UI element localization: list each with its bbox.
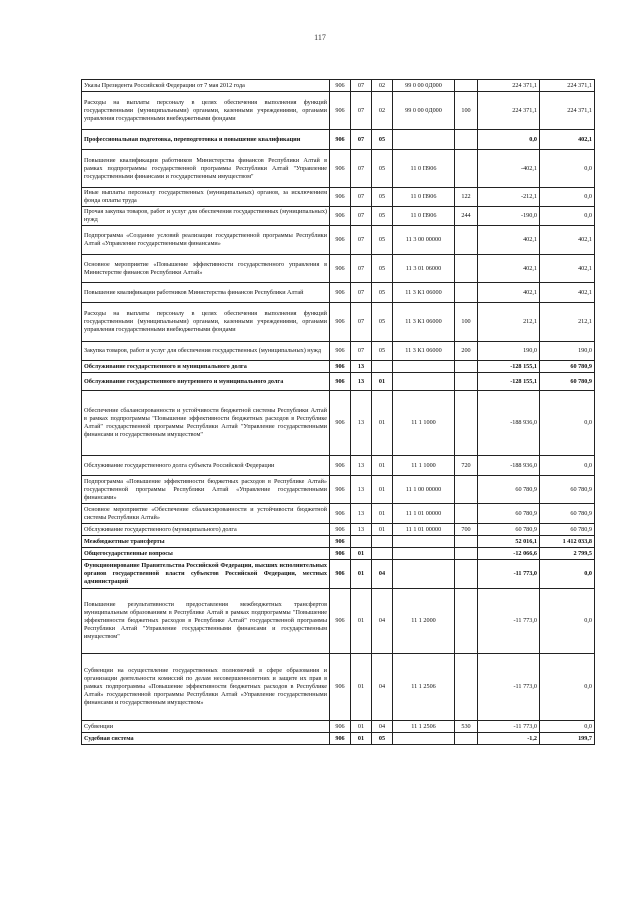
table-row xyxy=(82,504,595,524)
cell-pr: 05 xyxy=(372,130,393,150)
cell-ved: 906 xyxy=(330,504,351,524)
cell-sum-1: 0,0 xyxy=(478,130,540,150)
table-row xyxy=(82,150,595,188)
cell-csr: 11 1 2506 xyxy=(393,721,455,733)
cell-sum-1: -402,1 xyxy=(478,150,540,188)
cell-csr: 11 1 1000 xyxy=(393,456,455,476)
cell-sum-1: -212,1 xyxy=(478,188,540,207)
cell-pr xyxy=(372,536,393,548)
cell-name: Расходы на выплаты персоналу в целях обеспечения выполнения функций государственными (муниципальными) органами, казенными учреждениями, органами управления государственными внебюджетными фондами xyxy=(82,92,330,130)
cell-name: Обслуживание государственного внутреннего и муниципального долга xyxy=(82,373,330,391)
cell-sum-2: 0,0 xyxy=(540,654,595,721)
cell-rz: 13 xyxy=(351,373,372,391)
cell-vr: 100 xyxy=(455,92,478,130)
cell-rz: 07 xyxy=(351,80,372,92)
cell-name: Обслуживание государственного (муниципального) долга xyxy=(82,524,330,536)
cell-sum-1: 402,1 xyxy=(478,226,540,255)
cell-vr xyxy=(455,654,478,721)
cell-name: Обслуживание государственного долга субъекта Российской Федерации xyxy=(82,456,330,476)
cell-pr: 05 xyxy=(372,255,393,283)
cell-csr xyxy=(393,548,455,560)
table-row xyxy=(82,207,595,226)
cell-rz: 01 xyxy=(351,548,372,560)
cell-pr: 05 xyxy=(372,226,393,255)
table-row xyxy=(82,733,595,745)
cell-rz: 01 xyxy=(351,560,372,589)
cell-pr: 01 xyxy=(372,476,393,504)
cell-rz: 13 xyxy=(351,476,372,504)
cell-sum-2: 60 780,9 xyxy=(540,361,595,373)
cell-name: Обслуживание государственного и муниципального долга xyxy=(82,361,330,373)
cell-csr xyxy=(393,130,455,150)
cell-sum-1: -1,2 xyxy=(478,733,540,745)
cell-sum-1: 60 780,9 xyxy=(478,504,540,524)
cell-name: Субвенции xyxy=(82,721,330,733)
cell-rz: 07 xyxy=(351,303,372,342)
cell-sum-2: 0,0 xyxy=(540,560,595,589)
cell-csr: 11 0 П906 xyxy=(393,188,455,207)
cell-csr xyxy=(393,361,455,373)
cell-ved: 906 xyxy=(330,150,351,188)
cell-csr: 11 3 К1 06000 xyxy=(393,283,455,303)
cell-ved: 906 xyxy=(330,548,351,560)
cell-ved: 906 xyxy=(330,654,351,721)
cell-sum-1: 402,1 xyxy=(478,283,540,303)
table-row xyxy=(82,92,595,130)
cell-vr: 200 xyxy=(455,342,478,361)
cell-ved: 906 xyxy=(330,255,351,283)
table-row xyxy=(82,654,595,721)
cell-rz: 01 xyxy=(351,654,372,721)
cell-csr xyxy=(393,733,455,745)
table-row xyxy=(82,536,595,548)
cell-rz: 01 xyxy=(351,589,372,654)
cell-sum-1: 60 780,9 xyxy=(478,476,540,504)
cell-vr xyxy=(455,150,478,188)
cell-pr xyxy=(372,548,393,560)
cell-vr xyxy=(455,548,478,560)
cell-pr xyxy=(372,361,393,373)
cell-pr: 01 xyxy=(372,391,393,456)
cell-sum-2: 60 780,9 xyxy=(540,373,595,391)
cell-rz: 01 xyxy=(351,721,372,733)
cell-csr: 11 3 К1 06000 xyxy=(393,342,455,361)
cell-sum-2: 224 371,1 xyxy=(540,80,595,92)
cell-sum-2: 402,1 xyxy=(540,130,595,150)
cell-vr: 100 xyxy=(455,303,478,342)
cell-rz: 07 xyxy=(351,150,372,188)
cell-sum-2: 0,0 xyxy=(540,456,595,476)
cell-csr xyxy=(393,536,455,548)
cell-sum-1: -188 936,0 xyxy=(478,456,540,476)
cell-vr: 700 xyxy=(455,524,478,536)
cell-name: Иные выплаты персоналу государственных (муниципальных) органов, за исключением фонда оплаты труда xyxy=(82,188,330,207)
cell-csr: 11 1 01 00000 xyxy=(393,504,455,524)
cell-vr xyxy=(455,361,478,373)
cell-ved: 906 xyxy=(330,188,351,207)
cell-sum-1: -12 066,6 xyxy=(478,548,540,560)
cell-sum-2: 0,0 xyxy=(540,589,595,654)
cell-rz: 07 xyxy=(351,188,372,207)
cell-sum-2: 402,1 xyxy=(540,283,595,303)
cell-csr: 11 3 00 00000 xyxy=(393,226,455,255)
cell-rz xyxy=(351,536,372,548)
cell-csr: 11 1 2506 xyxy=(393,654,455,721)
cell-vr xyxy=(455,373,478,391)
cell-vr xyxy=(455,226,478,255)
cell-pr: 01 xyxy=(372,373,393,391)
cell-rz: 13 xyxy=(351,504,372,524)
cell-vr: 530 xyxy=(455,721,478,733)
cell-ved: 906 xyxy=(330,92,351,130)
cell-name: Профессиональная подготовка, переподготовка и повышение квалификации xyxy=(82,130,330,150)
cell-vr: 720 xyxy=(455,456,478,476)
cell-name: Повышение квалификации работников Министерства финансов Республики Алтай xyxy=(82,283,330,303)
cell-rz: 13 xyxy=(351,361,372,373)
cell-rz: 07 xyxy=(351,92,372,130)
cell-name: Повышение результативности предоставления межбюджетных трансфертов муниципальным образованиям в Республике Алтай в рамках подпрограммы "Повышение эффективности бюджетных расходов в Республике Алтай" государственной программы Республики Алтай "Управление государственными финансами и государственным имуществом" xyxy=(82,589,330,654)
cell-sum-2: 212,1 xyxy=(540,303,595,342)
cell-rz: 07 xyxy=(351,342,372,361)
cell-sum-1: 224 371,1 xyxy=(478,80,540,92)
cell-csr: 11 0 П906 xyxy=(393,207,455,226)
cell-rz: 07 xyxy=(351,130,372,150)
cell-sum-1: -11 773,0 xyxy=(478,654,540,721)
cell-pr: 02 xyxy=(372,92,393,130)
cell-vr xyxy=(455,80,478,92)
table-row xyxy=(82,560,595,589)
cell-pr: 05 xyxy=(372,188,393,207)
cell-name: Судебная система xyxy=(82,733,330,745)
cell-pr: 05 xyxy=(372,303,393,342)
cell-sum-2: 0,0 xyxy=(540,150,595,188)
table-row xyxy=(82,342,595,361)
cell-vr xyxy=(455,536,478,548)
cell-ved: 906 xyxy=(330,733,351,745)
table-row xyxy=(82,589,595,654)
table-row xyxy=(82,476,595,504)
cell-rz: 13 xyxy=(351,391,372,456)
cell-sum-1: 52 016,1 xyxy=(478,536,540,548)
cell-rz: 07 xyxy=(351,255,372,283)
cell-csr: 11 1 1000 xyxy=(393,391,455,456)
cell-vr xyxy=(455,476,478,504)
cell-ved: 906 xyxy=(330,456,351,476)
cell-name: Межбюджетные трансферты xyxy=(82,536,330,548)
cell-rz: 07 xyxy=(351,207,372,226)
cell-csr: 11 3 К1 06000 xyxy=(393,303,455,342)
cell-vr xyxy=(455,391,478,456)
cell-ved: 906 xyxy=(330,391,351,456)
table-row xyxy=(82,456,595,476)
cell-ved: 906 xyxy=(330,476,351,504)
cell-pr: 04 xyxy=(372,654,393,721)
cell-name: Основное мероприятие «Повышение эффективности государственного управления в Министерстве финансов Республики Алтай» xyxy=(82,255,330,283)
cell-name: Обеспечение сбалансированности и устойчивости бюджетной системы Республики Алтай в рамках подпрограммы "Повышение эффективности бюджетных расходов в Республике Алтай" государственной программы Республики Алтай "Управление государственными финансами и государственным имуществом" xyxy=(82,391,330,456)
cell-ved: 906 xyxy=(330,721,351,733)
page-number: 117 xyxy=(314,33,326,42)
cell-name: Прочая закупка товаров, работ и услуг для обеспечения государственных (муниципальных) нужд xyxy=(82,207,330,226)
cell-ved: 906 xyxy=(330,361,351,373)
table-row xyxy=(82,303,595,342)
cell-sum-2: 0,0 xyxy=(540,207,595,226)
cell-rz: 13 xyxy=(351,524,372,536)
cell-sum-1: -128 155,1 xyxy=(478,361,540,373)
cell-sum-1: 402,1 xyxy=(478,255,540,283)
cell-name: Повышение квалификации работников Министерства финансов Республики Алтай в рамках подпрограммы государственной программы Республики Алтай "Управление государственными финансами и государственным имуществом" xyxy=(82,150,330,188)
table-row xyxy=(82,721,595,733)
cell-ved: 906 xyxy=(330,589,351,654)
cell-ved: 906 xyxy=(330,130,351,150)
cell-vr xyxy=(455,733,478,745)
cell-sum-1: -11 773,0 xyxy=(478,589,540,654)
cell-vr: 122 xyxy=(455,188,478,207)
cell-name: Субвенции на осуществление государственных полномочий в сфере образования и организации деятельности комиссий по делам несовершеннолетних и защите их прав в рамках подпрограммы «Повышение эффективности бюджетных расходов в Республике Алтай» государственной программы Республики Алтай «Управление государственными финансами и государственным имуществом» xyxy=(82,654,330,721)
cell-pr: 04 xyxy=(372,560,393,589)
cell-csr: 11 1 2000 xyxy=(393,589,455,654)
cell-sum-1: -190,0 xyxy=(478,207,540,226)
cell-sum-2: 60 780,9 xyxy=(540,476,595,504)
cell-vr xyxy=(455,504,478,524)
cell-pr: 05 xyxy=(372,342,393,361)
cell-vr xyxy=(455,560,478,589)
cell-name: Подпрограмма «Повышение эффективности бюджетных расходов в Республике Алтай» государственной программы Республики Алтай «Управление государственными финансами» xyxy=(82,476,330,504)
cell-sum-2: 0,0 xyxy=(540,188,595,207)
cell-sum-1: 190,0 xyxy=(478,342,540,361)
cell-pr: 01 xyxy=(372,456,393,476)
cell-rz: 13 xyxy=(351,456,372,476)
cell-sum-1: 212,1 xyxy=(478,303,540,342)
cell-sum-2: 402,1 xyxy=(540,255,595,283)
cell-sum-2: 190,0 xyxy=(540,342,595,361)
cell-csr: 11 3 01 06000 xyxy=(393,255,455,283)
table-row xyxy=(82,255,595,283)
cell-ved: 906 xyxy=(330,560,351,589)
cell-pr: 05 xyxy=(372,733,393,745)
cell-pr: 01 xyxy=(372,524,393,536)
table-row xyxy=(82,373,595,391)
cell-csr: 99 0 00 0Д000 xyxy=(393,92,455,130)
cell-name: Подпрограмма «Создание условий реализации государственной программы Республики Алтай «Управление государственными финансами» xyxy=(82,226,330,255)
cell-name: Основное мероприятие «Обеспечение сбалансированности и устойчивости бюджетной системы Республики Алтай» xyxy=(82,504,330,524)
cell-pr: 05 xyxy=(372,150,393,188)
budget-table xyxy=(81,79,595,745)
table-row xyxy=(82,391,595,456)
cell-ved: 906 xyxy=(330,226,351,255)
cell-ved: 906 xyxy=(330,207,351,226)
table-row xyxy=(82,361,595,373)
cell-ved: 906 xyxy=(330,524,351,536)
cell-pr: 01 xyxy=(372,504,393,524)
cell-sum-1: -128 155,1 xyxy=(478,373,540,391)
cell-sum-2: 224 371,1 xyxy=(540,92,595,130)
table-row xyxy=(82,188,595,207)
cell-csr: 11 0 П906 xyxy=(393,150,455,188)
cell-rz: 01 xyxy=(351,733,372,745)
cell-vr xyxy=(455,283,478,303)
table-row xyxy=(82,524,595,536)
cell-name: Общегосударственные вопросы xyxy=(82,548,330,560)
table-row xyxy=(82,130,595,150)
cell-sum-2: 2 799,5 xyxy=(540,548,595,560)
cell-pr: 05 xyxy=(372,207,393,226)
cell-vr xyxy=(455,130,478,150)
cell-ved: 906 xyxy=(330,342,351,361)
cell-sum-1: -11 773,0 xyxy=(478,721,540,733)
cell-sum-2: 0,0 xyxy=(540,721,595,733)
table-row xyxy=(82,548,595,560)
cell-ved: 906 xyxy=(330,283,351,303)
cell-ved: 906 xyxy=(330,80,351,92)
cell-name: Функционирование Правительства Российской Федерации, высших исполнительных органов государственной власти субъектов Российской Федерации, местных администраций xyxy=(82,560,330,589)
cell-rz: 07 xyxy=(351,226,372,255)
cell-pr: 05 xyxy=(372,283,393,303)
cell-sum-2: 0,0 xyxy=(540,391,595,456)
cell-vr xyxy=(455,589,478,654)
table-row xyxy=(82,80,595,92)
cell-name: Закупка товаров, работ и услуг для обеспечения государственных (муниципальных) нужд xyxy=(82,342,330,361)
cell-sum-1: -11 773,0 xyxy=(478,560,540,589)
cell-pr: 04 xyxy=(372,589,393,654)
cell-sum-2: 199,7 xyxy=(540,733,595,745)
cell-ved: 906 xyxy=(330,373,351,391)
cell-csr xyxy=(393,373,455,391)
cell-csr: 11 1 00 00000 xyxy=(393,476,455,504)
cell-rz: 07 xyxy=(351,283,372,303)
cell-pr: 04 xyxy=(372,721,393,733)
cell-vr: 244 xyxy=(455,207,478,226)
cell-ved: 906 xyxy=(330,536,351,548)
cell-sum-1: 224 371,1 xyxy=(478,92,540,130)
cell-name: Расходы на выплаты персоналу в целях обеспечения выполнения функций государственными (муниципальными) органами, казенными учреждениями, органами управления государственными внебюджетными фондами xyxy=(82,303,330,342)
cell-sum-1: -188 936,0 xyxy=(478,391,540,456)
cell-vr xyxy=(455,255,478,283)
cell-sum-2: 402,1 xyxy=(540,226,595,255)
cell-sum-2: 1 412 033,8 xyxy=(540,536,595,548)
cell-name: Указы Президента Российской Федерации от 7 мая 2012 года xyxy=(82,80,330,92)
cell-sum-1: 60 780,9 xyxy=(478,524,540,536)
cell-csr xyxy=(393,560,455,589)
cell-csr: 99 0 00 0Д000 xyxy=(393,80,455,92)
table-row xyxy=(82,283,595,303)
cell-ved: 906 xyxy=(330,303,351,342)
cell-csr: 11 1 01 00000 xyxy=(393,524,455,536)
cell-sum-2: 60 780,9 xyxy=(540,524,595,536)
table-row xyxy=(82,226,595,255)
cell-pr: 02 xyxy=(372,80,393,92)
cell-sum-2: 60 780,9 xyxy=(540,504,595,524)
